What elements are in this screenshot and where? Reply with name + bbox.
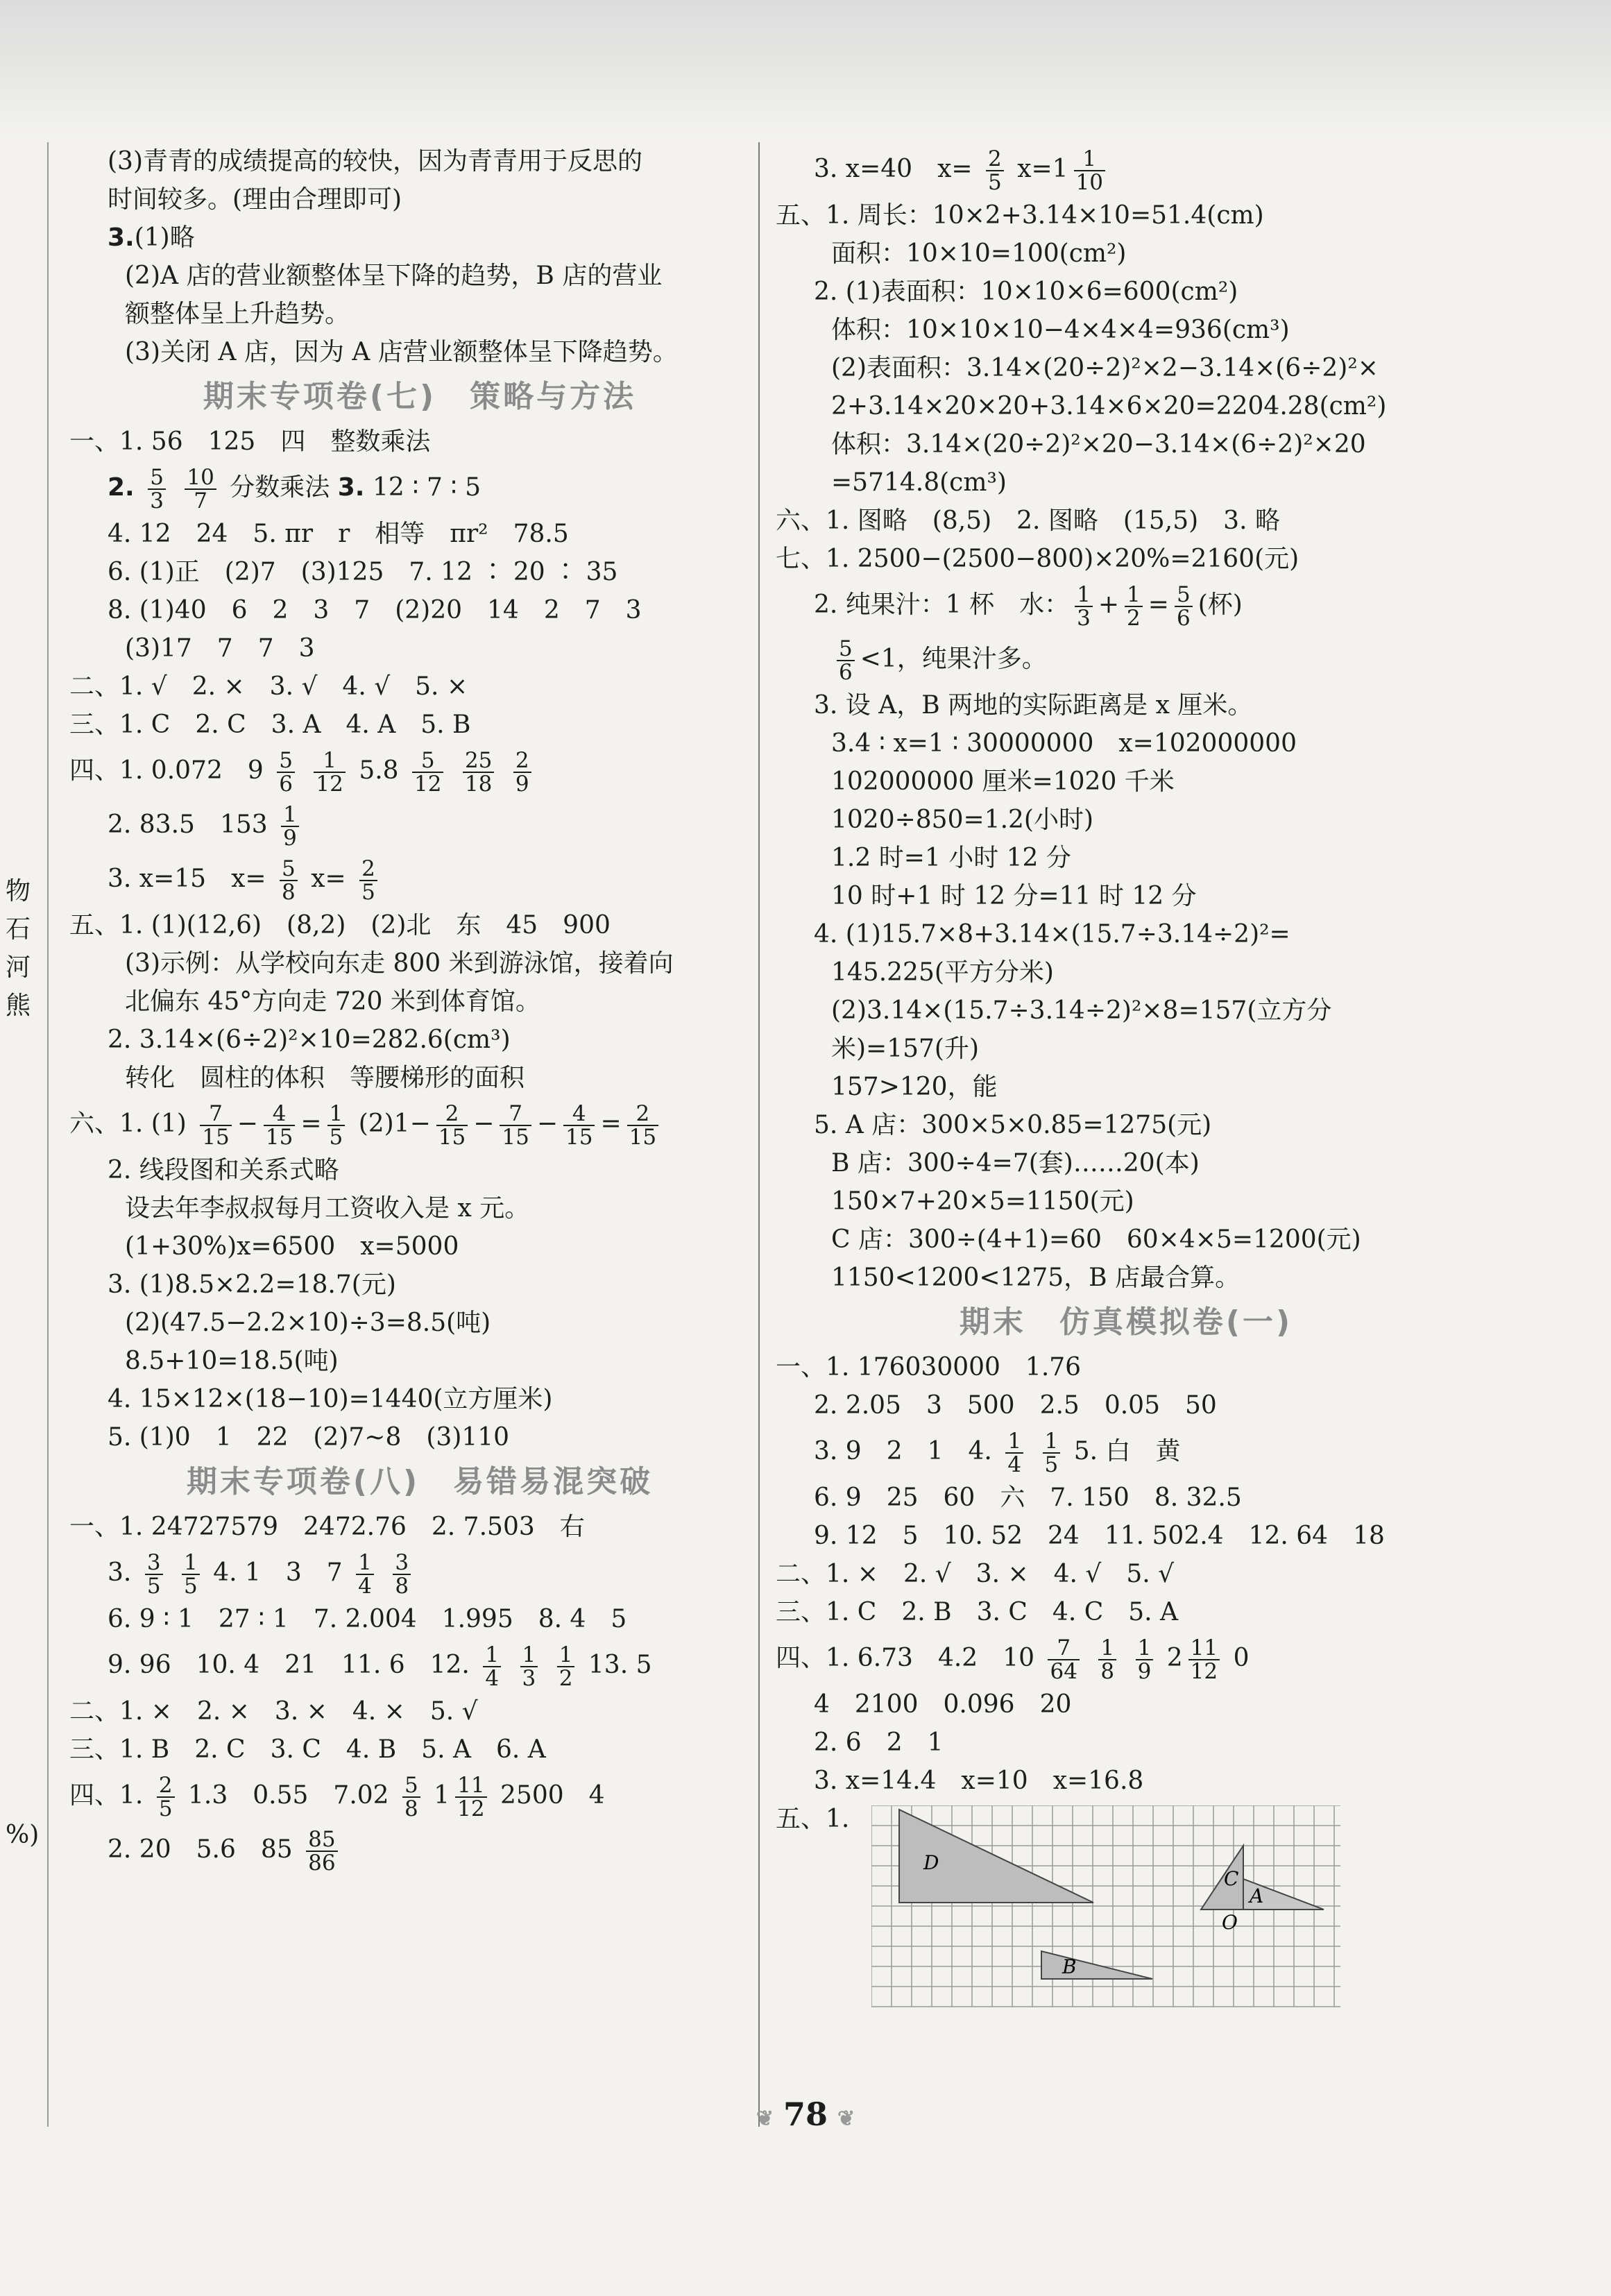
fraction — [200, 1103, 231, 1148]
denominator: 9 — [1137, 1659, 1152, 1684]
fraction — [402, 1774, 420, 1820]
fraction — [185, 466, 216, 512]
item-number: 3. — [108, 223, 135, 252]
answer-line: 一、1. 176030000 1.76 — [776, 1353, 1082, 1381]
answer-line: 二、1. √ 2. × 3. √ 4. √ 5. × — [69, 672, 468, 701]
denominator: 9 — [283, 826, 297, 851]
answer-line: 2. 6 2 1 — [814, 1728, 944, 1757]
answer-line: C 店：300÷(4+1)=60 60×4×5=1200(元) — [831, 1225, 1361, 1254]
answer-text: (1)略 — [134, 223, 195, 252]
answer-line: (1+30%)x=6500 x=5000 — [125, 1232, 459, 1261]
fraction — [1136, 1637, 1154, 1683]
numerator: 3 — [393, 1551, 411, 1575]
answer-line: 五、1. (1)(12,6) (8,2) (2)北 东 45 900 — [69, 911, 611, 939]
answer-text: 3. x=40 x= — [814, 155, 973, 183]
answer-text: 5. 白 黄 — [1073, 1437, 1181, 1465]
numerator: 25 — [463, 749, 494, 773]
answer-line: 3. x=14.4 x=10 x=16.8 — [814, 1767, 1144, 1795]
answer-line — [69, 1769, 770, 1823]
answer-line: (2)A 店的营业额整体呈下降的趋势，B 店的营业 — [125, 262, 663, 290]
answer-line: 2. (1)表面积：10×10×6=600(cm²) — [814, 278, 1238, 306]
numerator: 7 — [500, 1103, 531, 1126]
denominator: 4 — [358, 1574, 372, 1599]
answer-line — [69, 461, 770, 515]
answer-line: 6. 9 ∶ 1 27 ∶ 1 7. 2.004 1.995 8. 4 5 — [108, 1605, 627, 1633]
answer-text: 3. x=15 x= — [108, 865, 266, 893]
answer-text: (2)1− — [358, 1109, 431, 1138]
fraction — [1125, 584, 1143, 629]
denominator: 12 — [457, 1796, 485, 1821]
edge-char: 河 — [6, 953, 31, 982]
label-c: C — [1223, 1867, 1239, 1890]
denominator: 9 — [515, 772, 529, 797]
answer-text: x= — [311, 865, 346, 893]
fraction — [463, 749, 494, 795]
answer-line: (3)青青的成绩提高的较快，因为青青用于反思的 — [108, 147, 642, 176]
answer-text: 3. — [108, 1558, 132, 1587]
numerator: 7 — [1048, 1637, 1079, 1660]
fraction — [520, 1644, 538, 1690]
edge-char: %) — [6, 1821, 40, 1849]
answer-text: 1.3 0.55 7.02 — [188, 1781, 389, 1810]
answer-line: 4 2100 0.096 20 — [814, 1690, 1072, 1719]
denominator: 5 — [361, 880, 375, 905]
fraction — [986, 148, 1004, 194]
answer-text: 四、1. — [69, 1781, 144, 1810]
fraction — [1005, 1430, 1023, 1476]
denominator: 8 — [395, 1574, 409, 1599]
denominator: 4 — [1007, 1452, 1022, 1477]
fraction — [1048, 1637, 1079, 1683]
fraction — [1043, 1430, 1061, 1476]
denominator: 5 — [329, 1125, 343, 1150]
answer-text: 四、1. 6.73 4.2 10 — [776, 1644, 1035, 1672]
left-margin-rule — [47, 142, 49, 2127]
denominator: 15 — [265, 1125, 293, 1150]
numerator: 11 — [1188, 1637, 1220, 1660]
answer-line: 七、1. 2500−(2500−800)×20%=2160(元) — [776, 545, 1299, 573]
fraction — [148, 466, 166, 512]
fraction — [314, 749, 345, 795]
numerator: 5 — [412, 749, 443, 773]
fraction — [359, 858, 377, 903]
fraction — [277, 749, 295, 795]
numerator: 2 — [513, 749, 531, 773]
numerator: 1 — [1075, 584, 1093, 607]
answer-line: 2. 纯果汁：1 杯 水： $\frac{1}{3}$ + $\frac{1}{2}$ = $\frac{5}{6}$ (杯) — [814, 582, 1243, 631]
answer-line: 3.4 ∶ x=1 ∶ 30000000 x=102000000 — [831, 729, 1297, 758]
answer-line: 2+3.14×20×20+3.14×6×20=2204.28(cm²) — [831, 392, 1387, 420]
answer-line: 二、1. × 2. × 3. × 4. × 5. √ — [69, 1697, 478, 1726]
answer-line: 5. A 店：300×5×0.85=1275(元) — [814, 1111, 1212, 1139]
right-column — [776, 142, 1476, 2022]
answer-line — [776, 632, 1476, 686]
answer-line: 6. 9 25 60 六 7. 150 8. 32.5 — [814, 1483, 1242, 1512]
answer-line: 面积：10×10=100(cm²) — [831, 239, 1127, 268]
label-b: B — [1062, 1955, 1077, 1978]
fraction — [563, 1103, 595, 1148]
answer-line — [69, 1546, 770, 1600]
numerator: 2 — [436, 1103, 468, 1126]
answer-line: (3)示例：从学校向东走 800 米到游泳馆，接着向 — [125, 949, 674, 978]
answer-line — [69, 744, 770, 798]
answer-text: 2. 20 5.6 85 — [108, 1835, 293, 1864]
fraction — [837, 638, 855, 683]
denominator: 5 — [184, 1574, 198, 1599]
answer-text: 4. 1 3 7 — [213, 1558, 343, 1587]
numerator: 4 — [563, 1103, 595, 1126]
numerator: 11 — [455, 1774, 486, 1798]
section-title: 期末 仿真模拟卷(一) — [959, 1304, 1293, 1340]
fraction — [1075, 584, 1093, 629]
denominator: 4 — [485, 1666, 500, 1691]
denominator: 15 — [438, 1125, 466, 1150]
numerator: 1 — [1125, 584, 1143, 607]
numerator: 1 — [356, 1551, 374, 1575]
fraction — [557, 1644, 575, 1690]
answer-line: 2. 3.14×(6÷2)²×10=282.6(cm³) — [108, 1026, 511, 1054]
answer-text: 六、1. (1) — [69, 1109, 187, 1138]
answer-line: 1150<1200<1275，B 店最合算。 — [831, 1264, 1241, 1292]
answer-line: 米)=157(升) — [831, 1035, 980, 1063]
answer-line: 9. 12 5 10. 52 24 11. 502.4 12. 64 18 — [814, 1522, 1385, 1550]
numerator: 3 — [145, 1551, 163, 1575]
denominator: 8 — [1100, 1659, 1115, 1684]
answer-line: 六、1. 图略 (8,5) 2. 图略 (15,5) 3. 略 — [776, 507, 1280, 535]
answer-line: (2)3.14×(15.7÷3.14÷2)²×8=157(立方分 — [831, 996, 1332, 1025]
numerator: 1 — [557, 1644, 575, 1667]
fraction — [157, 1774, 175, 1820]
numerator: 2 — [986, 148, 1004, 171]
answer-line: 体积：10×10×10−4×4×4=936(cm³) — [831, 316, 1290, 344]
numerator: 2 — [627, 1103, 658, 1126]
answer-line: =5714.8(cm³) — [831, 468, 1007, 497]
denominator: 64 — [1050, 1659, 1077, 1684]
denominator: 5 — [146, 1574, 161, 1599]
answer-line: 三、1. C 2. C 3. A 4. A 5. B — [69, 711, 471, 739]
numerator: 1 — [314, 749, 345, 773]
answer-line: (3)关闭 A 店，因为 A 店营业额整体呈下降趋势。 — [125, 338, 678, 366]
fraction — [500, 1103, 531, 1148]
fraction — [306, 1828, 337, 1874]
left-column — [69, 142, 770, 1877]
answer-text: 0 — [1233, 1644, 1250, 1672]
answer-line: 102000000 厘米=1020 千米 — [831, 767, 1175, 796]
fraction — [281, 803, 299, 849]
denominator: 5 — [158, 1796, 173, 1821]
triangle-b — [1041, 1951, 1152, 1979]
answer-text: (杯) — [1197, 590, 1243, 619]
answer-line: 1020÷850=1.2(小时) — [831, 806, 1094, 834]
leaf-ornament-icon: ❦ — [837, 2107, 855, 2131]
answer-line: 六、1. (1) $\frac{7}{15}$ − $\frac{4}{15}$ = $\frac{1}{5}$ (2)1− $\frac{2}{15}$ − $\frac{7}{15}$ − $\frac{4}{15}$ = $\frac{2}{15}$ — [69, 1097, 770, 1151]
answer-line: 150×7+20×5=1150(元) — [831, 1187, 1134, 1216]
answer-text: 2 — [1166, 1644, 1183, 1672]
page-number — [0, 2095, 1611, 2133]
answer-line — [69, 1823, 770, 1877]
denominator: 12 — [316, 772, 343, 797]
numerator: 5 — [402, 1774, 420, 1798]
answer-line: 145.225(平方分米) — [831, 958, 1054, 987]
answer-line: 转化 圆柱的体积 等腰梯形的面积 — [125, 1064, 525, 1092]
answer-text: 2500 4 — [500, 1781, 605, 1810]
answer-text: 五、1. — [776, 1805, 850, 1833]
answer-line: 三、1. B 2. C 3. C 4. B 5. A 6. A — [69, 1735, 546, 1764]
answer-text: 13. 5 — [588, 1651, 652, 1679]
leaf-ornament-icon: ❦ — [756, 2107, 774, 2131]
denominator: 2 — [559, 1666, 573, 1691]
denominator: 3 — [522, 1666, 536, 1691]
answer-line: 4. 12 24 5. πr r 相等 πr² 78.5 — [108, 520, 569, 548]
denominator: 3 — [150, 488, 164, 513]
answer-line: (2)(47.5−2.2×10)÷3=8.5(吨) — [125, 1309, 491, 1337]
denominator: 5 — [988, 170, 1002, 195]
answer-line: (3)17 7 7 3 — [125, 634, 315, 663]
label-o: O — [1221, 1911, 1238, 1934]
fraction — [1188, 1637, 1220, 1683]
answer-line: 8.5+10=18.5(吨) — [125, 1347, 339, 1375]
fraction — [327, 1103, 346, 1148]
answer-line: 3. 设 A，B 两地的实际距离是 x 厘米。 — [814, 691, 1253, 720]
denominator: 8 — [404, 1796, 418, 1821]
section-title: 期末专项卷(八) 易错易混突破 — [186, 1464, 654, 1499]
answer-text: 9. 96 10. 4 21 11. 6 12. — [108, 1651, 470, 1679]
denominator: 15 — [202, 1125, 230, 1150]
answer-line: 157>120，能 — [831, 1073, 998, 1101]
answer-line: (2)表面积：3.14×(20÷2)²×2−3.14×(6÷2)²× — [831, 354, 1379, 382]
fraction — [264, 1103, 295, 1148]
numerator: 5 — [1175, 584, 1193, 607]
answer-line: 4. (1)15.7×8+3.14×(15.7÷3.14÷2)²= — [814, 920, 1290, 949]
section-title: 期末专项卷(七) 策略与方法 — [203, 379, 637, 414]
denominator: 15 — [502, 1125, 529, 1150]
answer-line: 6. (1)正 (2)7 (3)125 7. 12 ∶ 20 ∶ 35 — [108, 558, 618, 586]
fraction — [513, 749, 531, 795]
numerator: 5 — [837, 638, 855, 661]
denominator: 12 — [414, 772, 442, 797]
answer-text: <1，纯果汁多。 — [860, 645, 1047, 673]
denominator: 10 — [1075, 170, 1104, 195]
numerator: 1 — [327, 1103, 346, 1126]
answer-text: 5.8 — [359, 756, 399, 785]
answer-line — [776, 142, 1476, 196]
denominator: 6 — [1176, 606, 1191, 631]
answer-line: 一、1. 56 125 四 整数乘法 — [69, 427, 431, 456]
numerator: 1 — [1136, 1637, 1154, 1660]
edge-char: 石 — [6, 915, 31, 944]
denominator: 6 — [279, 772, 293, 797]
page-header-shadow — [0, 0, 1611, 139]
answer-line — [69, 852, 770, 906]
denominator: 12 — [1190, 1659, 1218, 1684]
answer-text: x=1 — [1017, 155, 1068, 183]
answer-text: 分数乘法 — [230, 473, 330, 502]
numerator: 1 — [483, 1644, 501, 1667]
answer-line — [69, 798, 770, 852]
answer-text: 1 — [434, 1781, 450, 1810]
answer-line: 五、1. 周长：10×2+3.14×10=51.4(cm) — [776, 201, 1264, 230]
answer-line: 2. 2.05 3 500 2.5 0.05 50 — [814, 1391, 1217, 1420]
label-d: D — [923, 1851, 939, 1874]
answer-line — [776, 1631, 1476, 1685]
answer-line: 10 时+1 时 12 分=11 时 12 分 — [831, 882, 1197, 910]
answer-text: 2. 83.5 153 — [108, 810, 268, 839]
answer-text: 2. 纯果汁：1 杯 水： — [814, 590, 1070, 619]
answer-line: 2. 线段图和关系式略 — [108, 1156, 339, 1184]
denominator: 18 — [464, 772, 493, 797]
denominator: 15 — [565, 1125, 593, 1150]
answer-line — [776, 1425, 1476, 1479]
fraction — [145, 1551, 163, 1597]
fraction — [412, 749, 443, 795]
denominator: 2 — [1127, 606, 1141, 631]
numerator: 10 — [185, 466, 216, 490]
denominator: 7 — [194, 488, 207, 513]
answer-line — [69, 219, 770, 257]
fraction — [280, 858, 298, 903]
numerator: 2 — [359, 858, 377, 881]
edge-char: 熊 — [6, 992, 31, 1020]
answer-line: 设去年李叔叔每月工资收入是 x 元。 — [125, 1194, 530, 1223]
answer-line: 体积：3.14×(20÷2)²×20−3.14×(6÷2)²×20 — [831, 430, 1366, 459]
answer-line: B 店：300÷4=7(套)……20(本) — [831, 1149, 1200, 1177]
answer-line: 8. (1)40 6 2 3 7 (2)20 14 2 7 3 — [108, 596, 642, 624]
label-a: A — [1249, 1885, 1264, 1907]
numerator: 1 — [1043, 1430, 1061, 1454]
denominator: 8 — [282, 880, 296, 905]
numerator: 5 — [280, 858, 298, 881]
numerator: 1 — [1074, 148, 1105, 171]
fraction — [455, 1774, 486, 1820]
answer-line: 5. (1)0 1 22 (2)7∼8 (3)110 — [108, 1423, 510, 1452]
answer-line: 1.2 时=1 小时 12 分 — [831, 844, 1071, 872]
answer-line: 二、1. × 2. √ 3. × 4. √ 5. √ — [776, 1560, 1175, 1588]
answer-line: 三、1. C 2. B 3. C 4. C 5. A — [776, 1598, 1179, 1626]
numerator: 7 — [200, 1103, 231, 1126]
numerator: 1 — [182, 1551, 200, 1575]
answer-line: 3. (1)8.5×2.2=18.7(元) — [108, 1270, 396, 1299]
numerator: 1 — [520, 1644, 538, 1667]
numerator: 1 — [281, 803, 299, 827]
answer-line: 北偏东 45°方向走 720 米到体育馆。 — [125, 987, 540, 1016]
fraction — [356, 1551, 374, 1597]
numerator: 4 — [264, 1103, 295, 1126]
answer-line — [69, 1638, 770, 1692]
numerator: 85 — [306, 1828, 337, 1852]
fraction — [1175, 584, 1193, 629]
answer-line: 时间较多。(理由合理即可) — [108, 185, 402, 214]
numerator: 5 — [277, 749, 295, 773]
item-number: 2. — [108, 473, 135, 502]
denominator: 6 — [839, 660, 853, 685]
fraction — [182, 1551, 200, 1597]
numerator: 2 — [157, 1774, 175, 1798]
fraction — [393, 1551, 411, 1597]
fraction — [1074, 148, 1105, 194]
edge-char: 物 — [6, 877, 31, 905]
answer-line: 一、1. 24727579 2472.76 2. 7.503 右 — [69, 1513, 585, 1541]
answer-text: 3. 9 2 1 4. — [814, 1437, 992, 1465]
answer-line: 4. 15×12×(18−10)=1440(立方厘米) — [108, 1385, 553, 1413]
numerator: 1 — [1005, 1430, 1023, 1454]
answer-text: 12 ∶ 7 ∶ 5 — [372, 473, 481, 502]
fraction — [627, 1103, 658, 1148]
numerator: 1 — [1098, 1637, 1116, 1660]
answer-text: 四、1. 0.072 9 — [69, 756, 264, 785]
item-number: 3. — [337, 473, 365, 502]
fraction — [1098, 1637, 1116, 1683]
grid-figure — [871, 1805, 1343, 2014]
fraction — [436, 1103, 468, 1148]
answer-line: 额整体呈上升趋势。 — [125, 300, 350, 328]
answer-line — [776, 1800, 1476, 2022]
denominator: 3 — [1077, 606, 1091, 631]
denominator: 5 — [1044, 1452, 1059, 1477]
fraction — [483, 1644, 501, 1690]
denominator: 86 — [308, 1851, 336, 1876]
denominator: 15 — [629, 1125, 657, 1150]
page-number-text: 78 — [783, 2095, 828, 2133]
numerator: 5 — [148, 466, 166, 490]
